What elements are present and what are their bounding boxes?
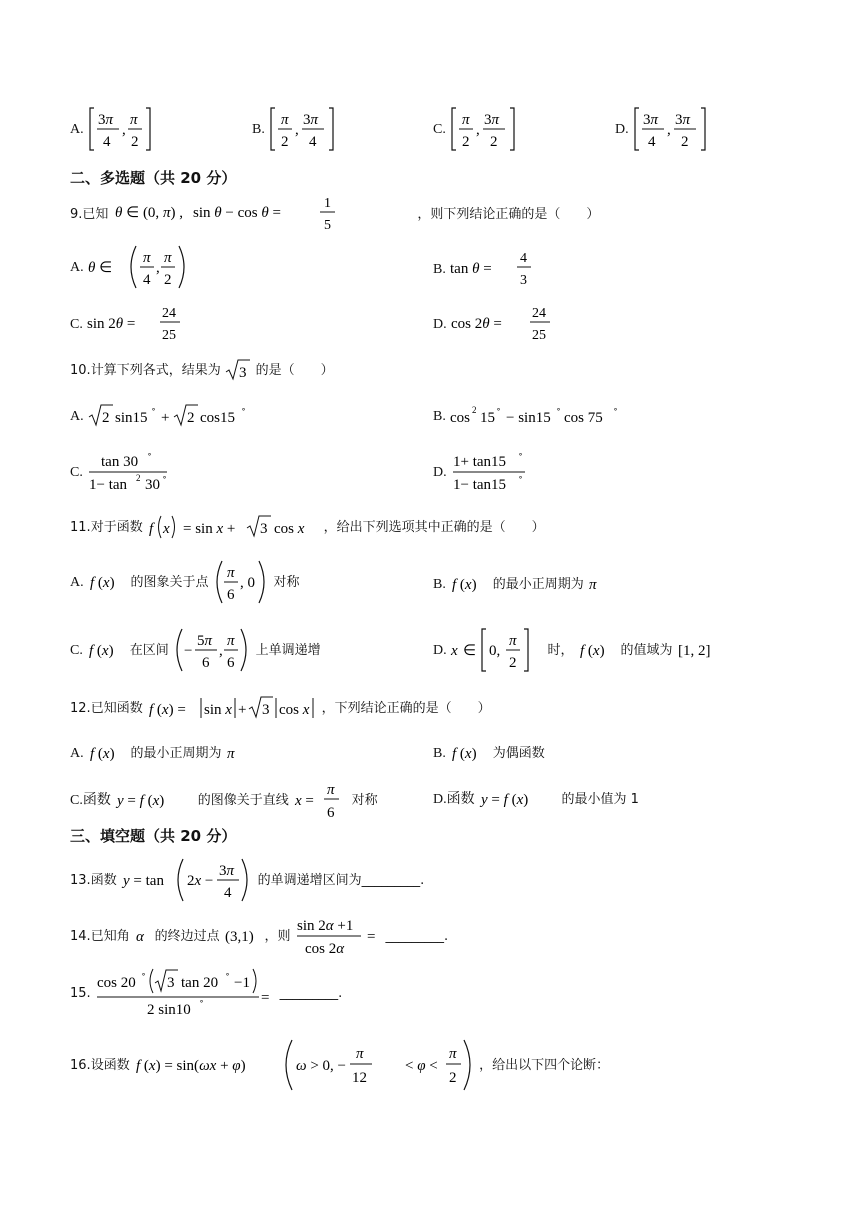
option-label: D.函数 [433,792,475,807]
pi-symbol [588,573,602,595]
question-number: 14. [70,929,91,944]
svg-text:30: 30 [145,477,161,493]
fx-formula [450,742,488,764]
svg-text:∘: ∘ [225,970,231,979]
svg-text:π: π [281,112,289,128]
question-text: 已知角 [90,929,130,944]
svg-text:5π: 5π [197,633,213,649]
option-label: A. [70,746,84,761]
svg-text:6: 6 [227,587,235,603]
q8-option-c [433,106,522,152]
fx-formula [88,742,126,764]
alpha-symbol [134,925,150,947]
y-eq-fx-formula [115,789,193,811]
svg-text:tan 30: tan 30 [101,454,139,470]
svg-text:2: 2 [187,410,195,426]
svg-text:tan 20: tan 20 [181,975,219,991]
answer-blank[interactable]: _________. [385,929,449,944]
svg-text:3: 3 [262,702,270,718]
svg-text:cos: cos [450,410,471,426]
point-formula [224,925,260,947]
option-formula [87,303,187,345]
svg-text:f (x) =: f (x) = [149,702,186,718]
option-label: D. [433,317,447,332]
svg-text:,: , [156,260,160,276]
question-number: 12. [70,701,91,716]
svg-text:4: 4 [648,134,656,150]
q11-option-c [70,627,321,673]
svg-text:sin15: sin15 [115,410,148,426]
question-text: ，则 [264,929,291,944]
svg-text:θ ∈: θ ∈ [88,260,113,276]
svg-text:1: 1 [323,196,331,211]
question-text: ，下列结论正确的是（ ） [321,701,491,716]
svg-text:θ ∈ (0, π) ,: θ ∈ (0, π) , [114,205,183,221]
q14-expression-formula [295,914,381,958]
svg-text:f (x): f (x) [452,577,477,593]
option-label: C. [433,122,446,137]
svg-text:π: π [448,1046,457,1062]
question-text: 设函数 [90,1058,130,1073]
option-formula [450,403,630,429]
option-text: 的图象关于点 [130,575,209,590]
q12-option-d [433,788,639,810]
interval-formula [451,627,543,673]
question-text: 已知函数 [90,701,143,716]
option-label: B. [433,577,446,592]
option-label: B. [252,122,265,137]
option-label: B. [433,409,446,424]
svg-text:π: π [143,250,151,266]
option-formula [88,244,198,290]
question-number: 15. [70,986,91,1001]
svg-text:24: 24 [532,306,547,321]
svg-text:,: , [476,122,481,138]
svg-text:3π: 3π [675,112,691,128]
svg-text:6: 6 [227,655,235,671]
svg-text:π: π [509,633,517,649]
q8-option-d [615,106,711,152]
svg-text:24: 24 [162,306,177,321]
svg-text:f: f [149,521,154,537]
option-formula [88,403,248,429]
svg-text:< φ <: < φ < [404,1058,438,1074]
option-label: A. [70,260,84,275]
question-number: 16. [70,1058,91,1073]
option-label: A. [70,122,84,137]
y-eq-fx-formula [479,788,557,810]
svg-text:,: , [219,643,223,659]
question-text: 的是（ ） [255,363,334,378]
fx-formula [578,639,616,661]
question-number: 11. [70,520,91,535]
svg-text:cos 75: cos 75 [564,410,604,426]
svg-text:−1: −1 [234,975,251,991]
pi-symbol [226,742,240,764]
svg-text:3: 3 [167,975,175,991]
interval-formula [269,106,341,152]
svg-text:α: α [136,929,145,945]
option-label: A. [70,575,84,590]
svg-text:3π: 3π [484,112,500,128]
svg-text:sin 2θ =: sin 2θ = [87,316,136,332]
svg-text:3π: 3π [643,112,659,128]
question-text: 的终边过点 [154,929,220,944]
svg-text:π: π [227,633,235,649]
q11-function-formula [147,514,319,540]
svg-text:∘: ∘ [162,473,168,482]
q9-option-b [433,248,540,290]
option-label: C.函数 [70,793,111,808]
svg-text:∘: ∘ [518,450,524,459]
svg-text:2: 2 [472,405,477,415]
svg-text:sin θ − cos θ =: sin θ − cos θ = [192,205,281,221]
svg-text:5: 5 [323,218,331,233]
question-text: 计算下列各式，结果为 [90,363,221,378]
fx-formula [87,639,125,661]
svg-text:cos15: cos15 [200,410,236,426]
section-heading-fill-in: 三、填空题（共 20 分） [70,827,237,845]
option-text: 对称 [273,575,300,590]
option-formula [450,248,540,290]
q13-function-formula [121,857,253,903]
question-13 [70,857,424,903]
svg-text:6: 6 [327,805,335,821]
svg-text:tan θ =: tan θ = [450,261,492,277]
svg-text:π: π [164,250,172,266]
svg-text:,: , [667,122,671,138]
svg-text:2: 2 [281,134,289,150]
interval-formula [450,106,522,152]
q9-option-d [433,303,555,345]
question-9 [70,193,599,235]
svg-text:f (x): f (x) [452,746,477,762]
svg-text:2: 2 [164,272,172,288]
svg-text:∘: ∘ [199,997,205,1006]
svg-text:f (x): f (x) [580,643,605,659]
question-number: 9. [70,207,83,222]
option-text: 为偶函数 [492,746,545,761]
svg-text:[1, 2]: [1, 2] [677,643,711,659]
svg-text:15: 15 [480,410,496,426]
svg-text:cos 2θ =: cos 2θ = [451,316,502,332]
svg-text:y = tan: y = tan [123,873,165,889]
option-label: D. [433,465,447,480]
svg-text:y = f (x): y = f (x) [117,793,165,809]
svg-text:,: , [295,122,300,138]
svg-text:4: 4 [143,272,151,288]
option-formula [87,450,171,494]
svg-text:3: 3 [260,521,268,537]
interval-formula [633,106,711,152]
svg-text:0,: 0, [489,643,501,659]
q11-option-d [433,627,717,673]
svg-text:25: 25 [532,328,547,343]
fx-formula [450,573,488,595]
interval-formula [88,106,158,152]
svg-text:sin x: sin x [204,702,233,718]
q12-option-b [433,742,545,764]
range-formula [677,639,717,661]
question-text: 对于函数 [90,520,143,535]
svg-text:2: 2 [136,473,141,483]
svg-text:∘: ∘ [241,405,247,414]
svg-text:∘: ∘ [556,405,562,414]
question-10 [70,358,334,382]
svg-text:3: 3 [520,273,528,288]
q9-condition-formula [113,193,413,235]
sqrt3-formula [225,358,251,382]
svg-text:3π: 3π [98,112,114,128]
q16-constraint-formula [405,1038,475,1092]
interval-formula [173,627,251,673]
svg-text:1− tan15: 1− tan15 [453,477,507,493]
svg-text:6: 6 [202,655,210,671]
svg-text:3π: 3π [303,112,319,128]
question-text: ，则下列结论正确的是（ ） [417,207,600,222]
svg-text:12: 12 [352,1070,368,1086]
svg-text:∘: ∘ [518,473,524,482]
svg-text:cos x: cos x [279,702,310,718]
option-text: 的值域为 [620,643,673,658]
svg-text:2: 2 [448,1070,457,1086]
svg-text:2: 2 [462,134,470,150]
q12-option-c [70,778,378,822]
svg-text:f (x): f (x) [90,575,115,591]
q15-expression-formula [95,967,275,1019]
svg-text:f (x): f (x) [90,746,115,762]
svg-text:π: π [356,1046,364,1062]
q10-option-d [433,450,531,494]
svg-text:=: = [261,990,270,1006]
option-label: B. [433,262,446,277]
q9-option-c [70,303,187,345]
svg-text:∘: ∘ [141,970,147,979]
svg-text:π: π [589,577,597,593]
svg-text:2: 2 [131,134,139,150]
svg-text:=: = [367,929,376,945]
svg-text:4: 4 [103,134,111,150]
q10-option-c [70,450,171,494]
svg-text:+: + [238,702,247,718]
question-text: ，给出下列选项其中正确的是（ ） [323,520,545,535]
option-text: 的最小正周期为 [130,746,222,761]
svg-text:x: x [163,521,170,537]
svg-text:π: π [327,782,335,798]
option-text: 在区间 [129,643,169,658]
svg-text:3: 3 [239,365,247,381]
svg-text:4: 4 [224,885,232,901]
question-text: 的单调递增区间为 [257,873,362,888]
q11-option-a [70,559,299,605]
question-11 [70,514,545,540]
svg-text:cos x: cos x [274,521,305,537]
svg-text:π: π [130,112,138,128]
question-16 [70,1038,609,1092]
option-label: C. [70,465,83,480]
question-text: 已知 [82,207,109,222]
svg-text:f (x): f (x) [89,643,114,659]
q11-option-b [433,573,602,595]
question-14 [70,914,448,958]
svg-text:= sin x +: = sin x + [183,521,236,537]
svg-text:sin 2α +1: sin 2α +1 [297,918,354,934]
svg-text:(3,1): (3,1) [225,929,254,945]
question-15 [70,967,342,1019]
svg-text:2: 2 [490,134,498,150]
svg-text:1+ tan15: 1+ tan15 [453,454,507,470]
svg-text:,: , [122,122,126,138]
svg-text:4: 4 [520,251,528,266]
svg-text:∘: ∘ [147,450,153,459]
q10-option-b [433,403,630,429]
svg-text:f (x) = sin(ωx + φ): f (x) = sin(ωx + φ) [136,1058,246,1074]
svg-text:2x −: 2x − [187,873,214,889]
option-text: 的最小值为 1 [561,792,639,807]
option-label: B. [433,746,446,761]
svg-text:− sin15: − sin15 [506,410,552,426]
option-text: 上单调递增 [255,643,321,658]
q12-function-formula [147,695,317,721]
option-formula [451,450,531,494]
question-number: 10. [70,363,91,378]
svg-text:−: − [184,643,193,659]
question-number: 13. [70,873,91,888]
svg-text:∘: ∘ [613,405,619,414]
q12-option-a [70,742,240,764]
svg-text:cos 20: cos 20 [97,975,136,991]
fx-formula [88,571,126,593]
svg-text:∘: ∘ [496,405,502,414]
option-text: 的最小正周期为 [492,577,584,592]
q8-option-a [70,106,158,152]
question-12 [70,695,491,721]
answer-blank[interactable]: _________. [361,873,425,888]
option-formula [451,303,555,345]
svg-text:x =: x = [295,793,315,809]
svg-text:∈: ∈ [463,643,477,659]
question-text: 函数 [90,873,117,888]
svg-text:1− tan: 1− tan [89,477,128,493]
svg-text:+: + [161,410,170,426]
q10-option-a [70,403,248,429]
option-label: C. [70,317,83,332]
option-text: 的图像关于直线 [197,793,289,808]
q16-function-formula [134,1038,400,1092]
option-label: D. [615,122,629,137]
section-heading-multiple-choice: 二、多选题（共 20 分） [70,169,237,187]
option-label: C. [70,643,83,658]
line-formula [293,778,347,822]
q8-option-b [252,106,341,152]
svg-text:2: 2 [681,134,689,150]
option-label: A. [70,409,84,424]
svg-text:π: π [227,746,235,762]
svg-text:x: x [451,643,458,659]
svg-text:25: 25 [162,328,177,343]
svg-text:4: 4 [309,134,317,150]
svg-text:ω > 0, −: ω > 0, − [296,1058,347,1074]
option-text: 时， [547,643,574,658]
svg-text:π: π [462,112,470,128]
answer-blank[interactable]: _________. [279,986,343,1001]
svg-text:2 sin10: 2 sin10 [147,1002,191,1018]
svg-text:cos 2α: cos 2α [305,941,345,957]
svg-text:2: 2 [509,655,517,671]
svg-text:π: π [227,565,235,581]
option-label: D. [433,643,447,658]
point-formula [213,559,269,605]
svg-text:, 0: , 0 [240,575,255,591]
svg-text:3π: 3π [219,863,235,879]
question-text: ，给出以下四个论断： [479,1058,610,1073]
svg-text:∘: ∘ [151,405,157,414]
option-text: 对称 [351,793,378,808]
svg-text:y = f (x): y = f (x) [481,792,529,808]
svg-text:2: 2 [102,410,110,426]
q9-option-a [70,244,198,290]
